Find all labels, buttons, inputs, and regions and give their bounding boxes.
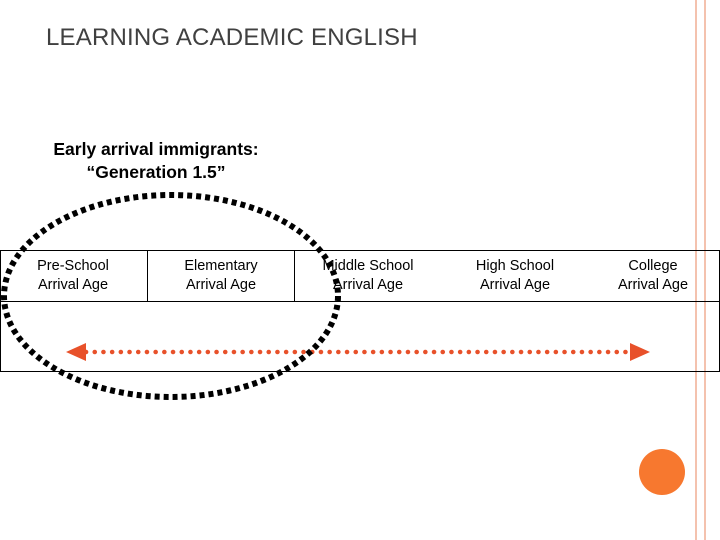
generation-ellipse — [4, 195, 338, 397]
cell-label: Pre-School — [37, 258, 109, 274]
cell-label: College — [628, 258, 678, 274]
cell-label: Arrival Age — [185, 277, 257, 293]
cell-label: Middle School — [322, 258, 414, 274]
decorative-circle — [639, 449, 685, 495]
cell-label: Arrival Age — [617, 277, 689, 293]
cell-label: Arrival Age — [37, 277, 109, 293]
cell-label: Elementary — [184, 258, 258, 274]
cell-label: High School — [475, 258, 555, 274]
arrow-head-right — [630, 343, 650, 361]
slide-title: LEARNING ACADEMIC ENGLISH — [46, 24, 418, 51]
cell-label: Arrival Age — [479, 277, 551, 293]
cell-label: Arrival Age — [332, 277, 404, 293]
subtitle-line-2: “Generation 1.5” — [86, 162, 226, 182]
subtitle-line-1: Early arrival immigrants: — [53, 139, 259, 159]
arrow-head-left — [66, 343, 86, 361]
